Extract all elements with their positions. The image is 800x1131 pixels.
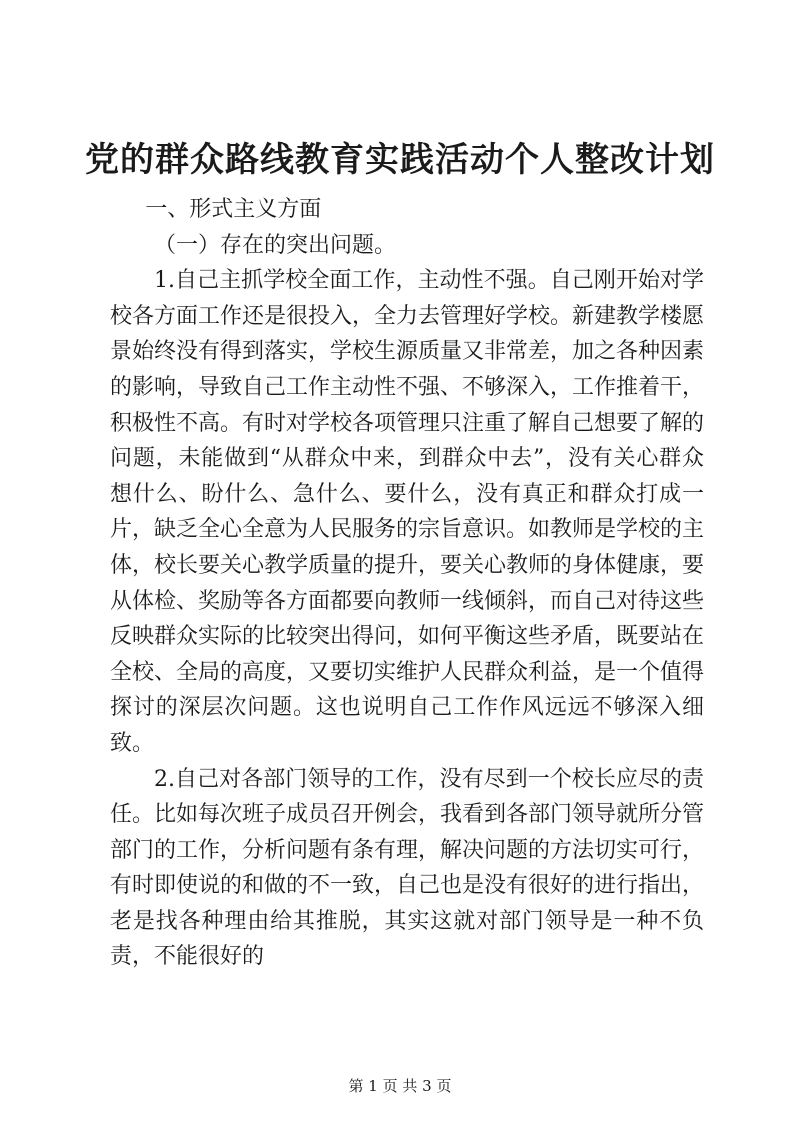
paragraph-2: 2.自己对各部门领导的工作，没有尽到一个校长应尽的责任。比如每次班子成员召开例会，我看到各部门领导就所分管部门的工作，分析问题有条有理，解决问题的方法切实可行，有时即使说的和做的不一致，自己也是没有很好的进行指出，老是找各种理由给其推脱，其实这就对部门领导是一种不负责，不能很好的 (110, 766, 705, 970)
section-heading: 一、形式主义方面 (145, 197, 322, 222)
subsection-heading: （一）存在的突出问题。 (154, 232, 397, 258)
page-footer: 第 1 页 共 3 页 (348, 1077, 452, 1095)
paragraph-1: 1.自己主抓学校全面工作，主动性不强。自己刚开始对学校各方面工作还是很投入，全力去管理好学校。新建教学楼愿景始终没有得到落实，学校生源质量又非常差，加之各种因素的影响，导致自己工作主动性不强、不够深入，工作推着干，积极性不高。有时对学校各项管理只注重了解自己想要了解的问题，未能做到“从群众中来，到群众中去”，没有关心群众想什么、盼什么、急什么、要什么，没有真正和群众打成一片，缺乏全心全意为人民服务的宗旨意识。如教师是学校的主体，校长要关心教学质量的提升，要关心教师的身体健康，要从体检、奖励等各方面都要向教师一线倾斜，而自己对待这些反映群众实际的比较突出得问，如何平衡这些矛盾，既要站在全校、全局的高度，又要切实维护人民群众利益，是一个值得探讨的深层次问题。这也说明自己工作作风远远不够深入细致。 (110, 268, 705, 756)
page-title: 党的群众路线教育实践活动个人整改计划 (85, 140, 715, 180)
document-body (110, 192, 704, 975)
